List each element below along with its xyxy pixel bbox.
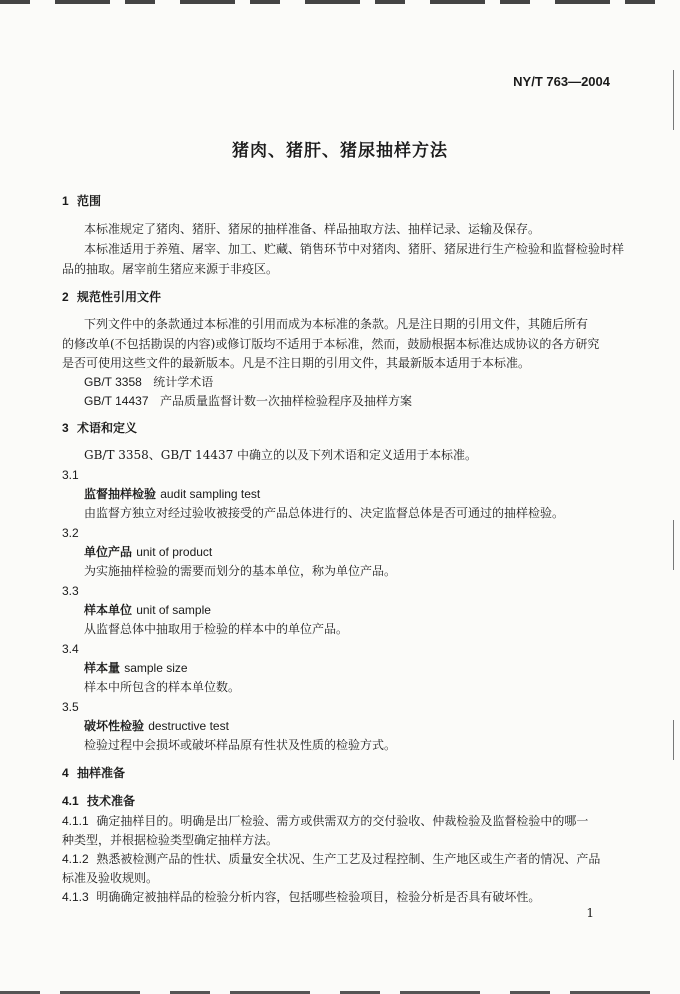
scan-edge-mark bbox=[673, 720, 674, 760]
term-zh: 监督抽样检验 bbox=[84, 487, 157, 501]
term-zh: 单位产品 bbox=[84, 545, 133, 559]
term-entry bbox=[84, 660, 188, 676]
subsection-number: 4.1 bbox=[62, 794, 79, 808]
scan-edge-mark bbox=[673, 70, 674, 130]
paragraph: 本标准规定了猪肉、猪肝、猪尿的抽样准备、样品抽取方法、抽样记录、运输及保存。 bbox=[84, 222, 541, 236]
term-en: unit of sample bbox=[136, 603, 211, 617]
term-zh: 破坏性检验 bbox=[84, 719, 145, 733]
clause bbox=[62, 889, 540, 905]
term-entry bbox=[84, 486, 260, 502]
clause bbox=[62, 851, 600, 867]
reference-code: GB/T 14437 bbox=[84, 394, 149, 408]
subsection-heading bbox=[62, 793, 135, 809]
paragraph: 品的抽取。屠宰前生猪应来源于非疫区。 bbox=[62, 262, 279, 276]
subsection-title: 技术准备 bbox=[87, 794, 136, 808]
term-definition: 检验过程中会损坏或破坏样品原有性状及性质的检验方式。 bbox=[84, 738, 397, 752]
term-entry bbox=[84, 602, 211, 618]
section-title: 术语和定义 bbox=[77, 421, 138, 435]
clause-text: 明确确定被抽样品的检验分析内容，包括哪些检验项目，检验分析是否具有破坏性。 bbox=[96, 890, 541, 904]
term-en: audit sampling test bbox=[160, 487, 261, 501]
paragraph: 的修改单(不包括勘误的内容)或修订版均不适用于本标准，然而，鼓励根据本标准达成协议的各方研究 bbox=[62, 337, 600, 351]
clause bbox=[62, 813, 588, 829]
scan-edge-mark bbox=[673, 520, 674, 570]
term-definition: 从监督总体中抽取用于检验的样本中的单位产品。 bbox=[84, 622, 349, 636]
reference-title: 产品质量监督计数一次抽样检验程序及抽样方案 bbox=[159, 394, 412, 408]
term-entry bbox=[84, 718, 229, 734]
term-number: 3.2 bbox=[62, 526, 79, 540]
section-1-heading bbox=[62, 193, 101, 209]
section-number: 4 bbox=[62, 766, 69, 780]
section-title: 抽样准备 bbox=[77, 766, 126, 780]
paragraph: GB/T 3358、GB/T 14437 中确立的以及下列术语和定义适用于本标准。 bbox=[84, 448, 478, 462]
reference-code: GB/T 3358 bbox=[84, 375, 142, 389]
section-4-heading bbox=[62, 765, 125, 781]
section-2-heading bbox=[62, 289, 161, 305]
reference-item bbox=[84, 393, 412, 409]
clause-number: 4.1.3 bbox=[62, 890, 89, 904]
reference-item bbox=[84, 374, 213, 390]
term-en: destructive test bbox=[148, 719, 229, 733]
reference-title: 统计学术语 bbox=[153, 375, 214, 389]
section-title: 规范性引用文件 bbox=[77, 290, 162, 304]
paragraph: 本标准适用于养殖、屠宰、加工、贮藏、销售环节中对猪肉、猪肝、猪尿进行生产检验和监督检验时样 bbox=[84, 242, 625, 256]
section-3-heading bbox=[62, 420, 137, 436]
term-zh: 样本单位 bbox=[84, 603, 133, 617]
page-number: 1 bbox=[586, 906, 594, 920]
standard-number: NY/T 763—2004 bbox=[513, 74, 610, 89]
section-number: 2 bbox=[62, 290, 69, 304]
clause-text: 确定抽样目的。明确是出厂检验、需方或供需双方的交付验收、仲裁检验及监督检验中的哪一 bbox=[96, 814, 589, 828]
clause-number: 4.1.2 bbox=[62, 852, 89, 866]
term-number: 3.5 bbox=[62, 700, 79, 714]
term-number: 3.4 bbox=[62, 642, 79, 656]
document-title: 猪肉、猪肝、猪尿抽样方法 bbox=[232, 141, 448, 161]
term-en: unit of product bbox=[136, 545, 213, 559]
clause-continuation: 标准及验收规则。 bbox=[62, 871, 159, 885]
term-definition: 由监督方独立对经过验收被接受的产品总体进行的、决定监督总体是否可通过的抽样检验。 bbox=[84, 506, 565, 520]
term-zh: 样本量 bbox=[84, 661, 121, 675]
term-definition: 为实施抽样检验的需要而划分的基本单位，称为单位产品。 bbox=[84, 564, 397, 578]
clause-number: 4.1.1 bbox=[62, 814, 89, 828]
term-number: 3.1 bbox=[62, 468, 79, 482]
term-number: 3.3 bbox=[62, 584, 79, 598]
paragraph: 下列文件中的条款通过本标准的引用而成为本标准的条款。凡是注日期的引用文件，其随后所有 bbox=[84, 317, 589, 331]
section-number: 3 bbox=[62, 421, 69, 435]
paragraph: 是否可使用这些文件的最新版本。凡是不注日期的引用文件，其最新版本适用于本标准。 bbox=[62, 356, 531, 370]
section-number: 1 bbox=[62, 194, 69, 208]
scan-artifact-top bbox=[0, 0, 680, 4]
section-title: 范围 bbox=[77, 194, 102, 208]
term-en: sample size bbox=[124, 661, 188, 675]
term-entry bbox=[84, 544, 212, 560]
clause-continuation: 种类型，并根据检验类型确定抽样方法。 bbox=[62, 833, 279, 847]
term-definition: 样本中所包含的样本单位数。 bbox=[84, 680, 241, 694]
clause-text: 熟悉被检测产品的性状、质量安全状况、生产工艺及过程控制、生产地区或生产者的情况、产品 bbox=[96, 852, 601, 866]
